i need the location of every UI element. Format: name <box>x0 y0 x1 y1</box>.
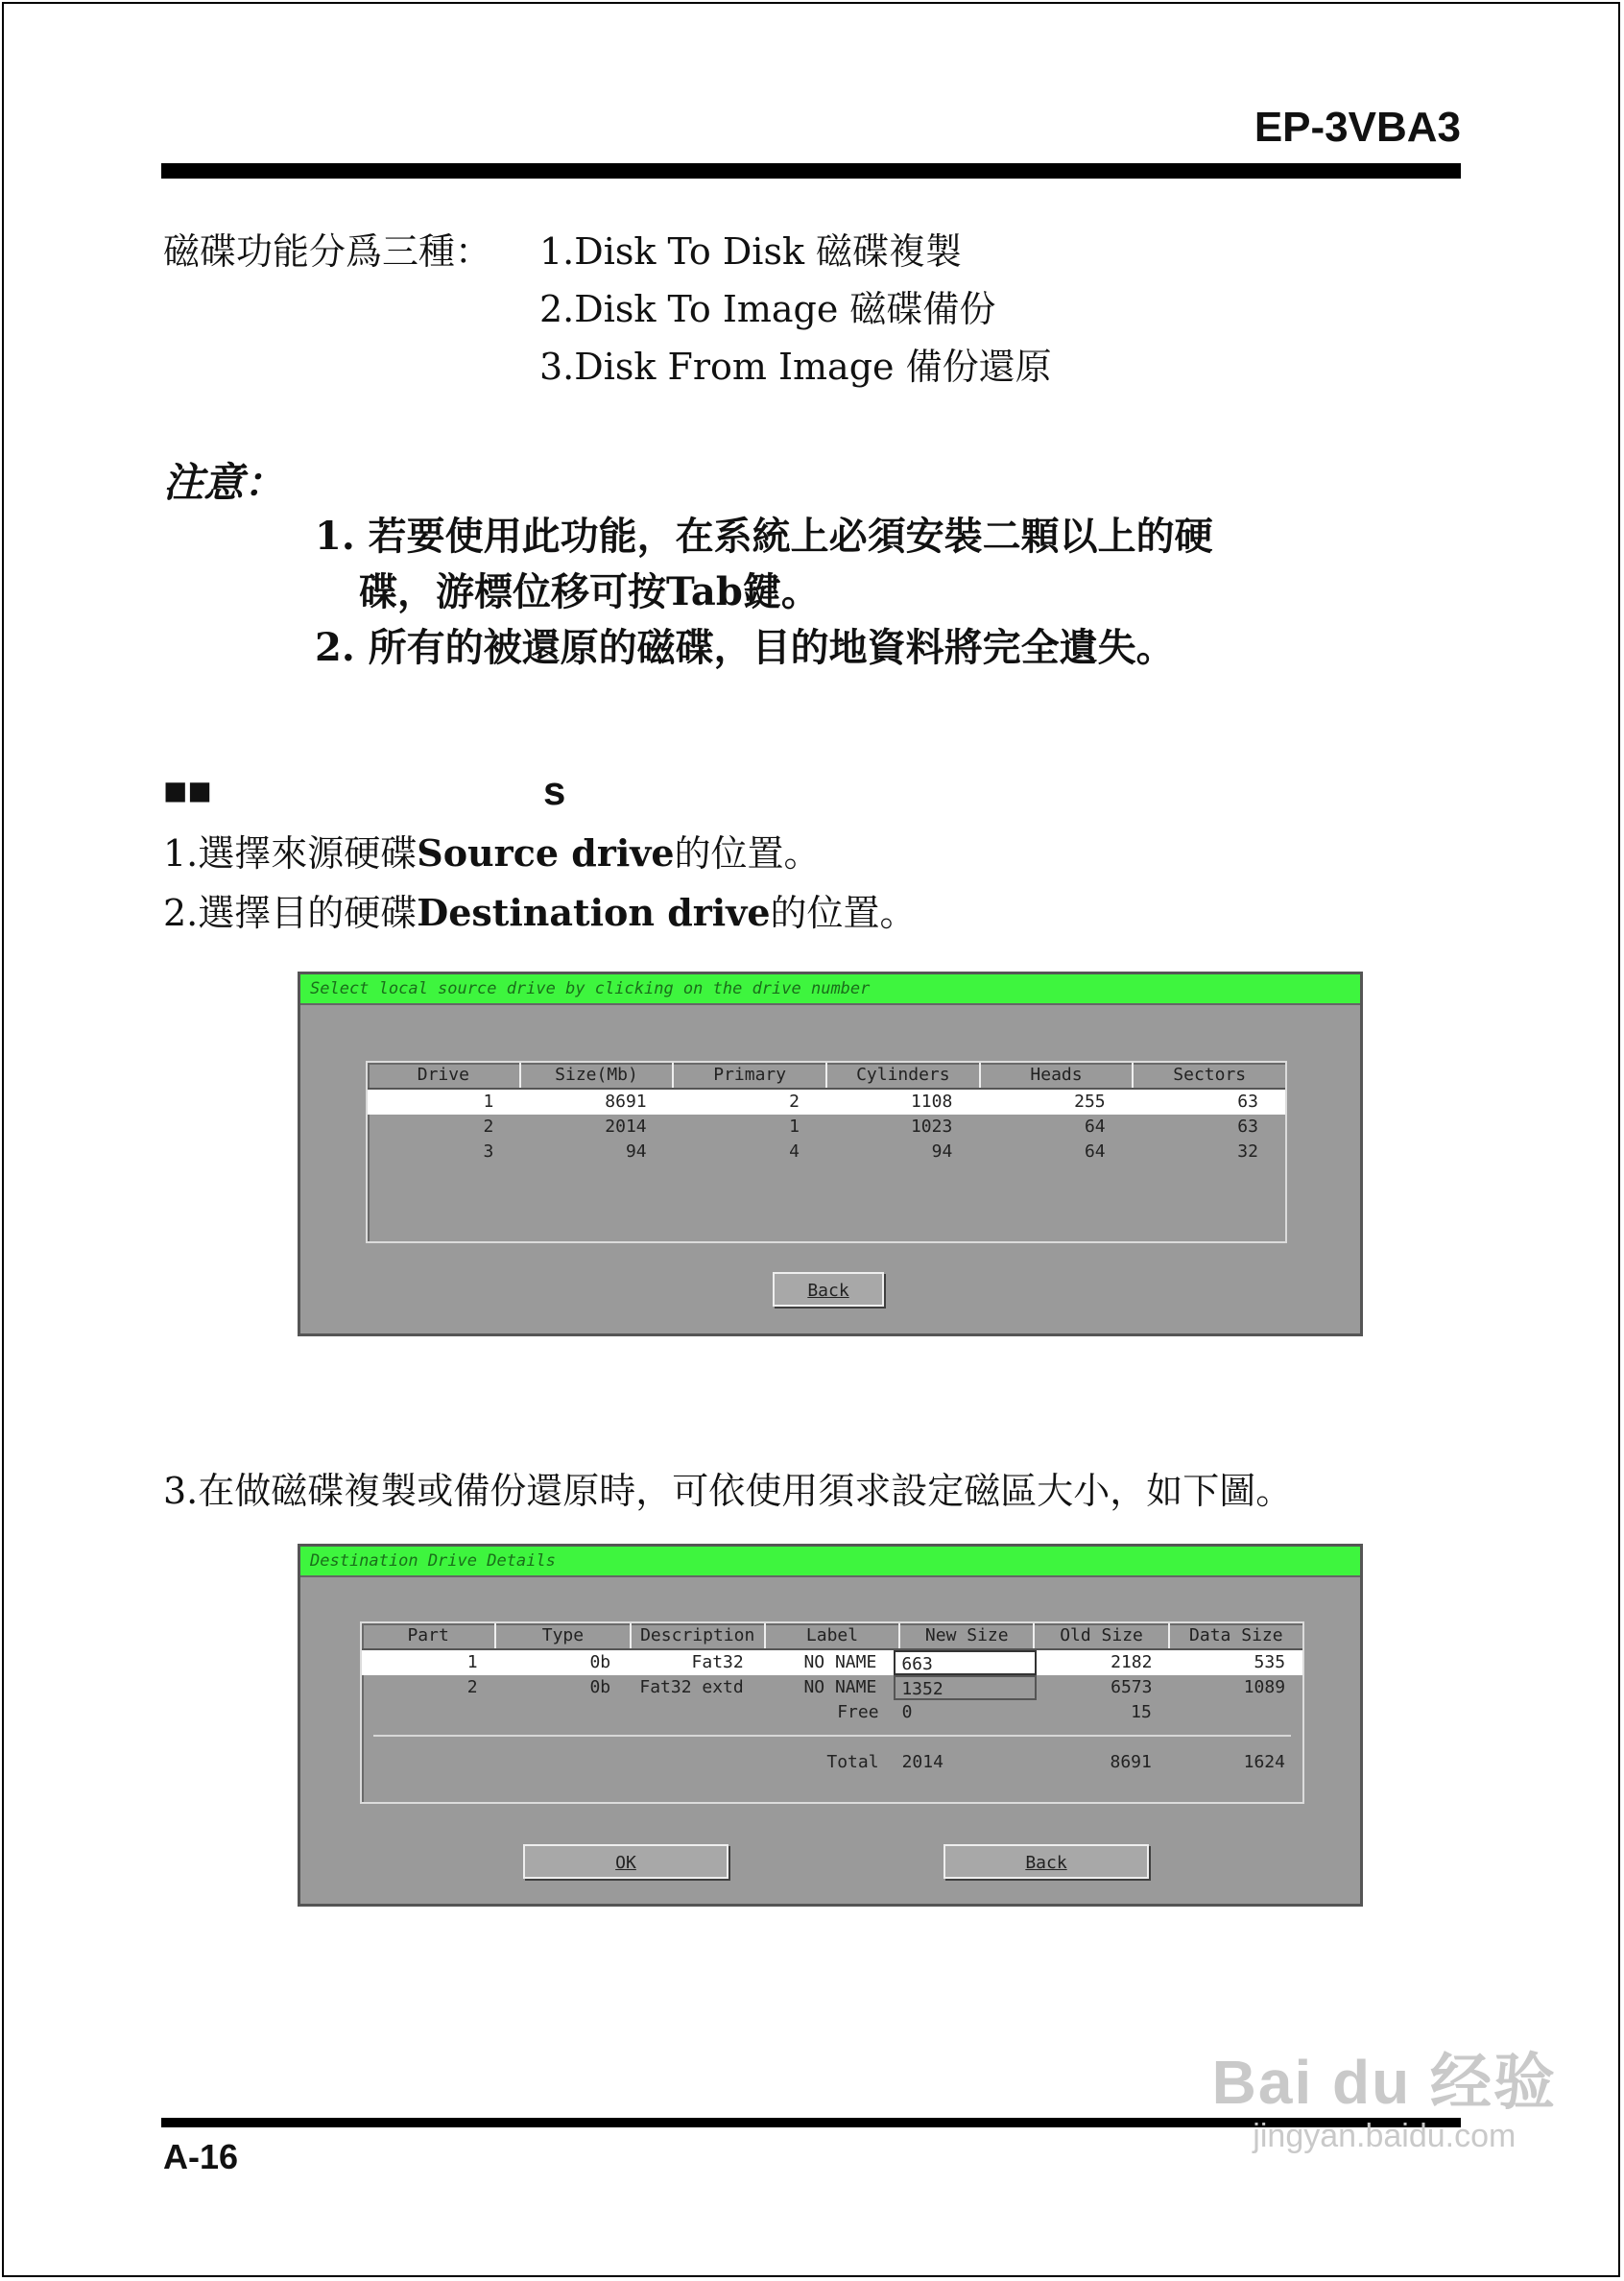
column-header: Cylinders <box>827 1063 981 1088</box>
column-header: New Size <box>900 1623 1035 1648</box>
section-heading <box>163 768 566 814</box>
partition-table <box>360 1621 1304 1804</box>
back-button[interactable]: Back <box>943 1844 1149 1879</box>
note-list <box>315 509 1213 676</box>
note-item-continued: 碟，游標位移可按Tab鍵。 <box>359 569 820 614</box>
intro-item: 1.Disk To Disk 磁碟複製 <box>539 230 963 273</box>
table-row[interactable]: 1 0b Fat32 NO NAME 663 2182 535 <box>362 1650 1302 1675</box>
intro-item: 2.Disk To Image 磁碟備份 <box>539 288 996 330</box>
table-header <box>368 1063 1285 1090</box>
watermark-url: jingyan.baidu.com <box>1253 2118 1517 2154</box>
ok-button[interactable]: OK <box>523 1844 728 1879</box>
dialog-title: Select local source drive by clicking on the drive number <box>300 974 1360 1005</box>
column-header: Type <box>496 1623 631 1648</box>
column-header: Size(Mb) <box>521 1063 675 1088</box>
column-header: Label <box>766 1623 900 1648</box>
header-rule <box>161 163 1461 179</box>
free-row: Free 0 15 <box>837 1702 1152 1722</box>
column-header: Part <box>362 1623 496 1648</box>
step-list <box>163 824 917 943</box>
column-header: Heads <box>981 1063 1134 1088</box>
intro-item: 3.Disk From Image 備份還原 <box>539 346 1052 388</box>
column-header: Old Size <box>1035 1623 1169 1648</box>
total-row: Total 2014 8691 1624 <box>826 1752 1285 1772</box>
note-heading: 注意： <box>163 459 285 506</box>
column-header: Sectors <box>1173 1065 1247 1085</box>
table-row[interactable]: 2 2014 1 1023 64 63 <box>483 1116 1258 1137</box>
step-item: 2.選擇目的硬碟Destination drive的位置。 <box>163 891 917 934</box>
section-heading-text: ■■ <box>163 768 212 813</box>
table-row[interactable]: 2 0b Fat32 extd NO NAME 1352 6573 1089 <box>466 1677 1286 1699</box>
back-button[interactable]: Back <box>773 1272 884 1307</box>
dialog-title: Destination Drive Details <box>300 1547 1360 1577</box>
intro-block <box>163 223 1052 396</box>
table-row[interactable]: 1 8691 2 1108 255 63 <box>368 1090 1285 1115</box>
table-divider <box>373 1735 1291 1737</box>
note-item: 2. 所有的被還原的磁碟，目的地資料將完全遺失。 <box>315 625 1175 670</box>
table-header <box>362 1623 1302 1650</box>
section-heading-tail: s <box>543 768 566 813</box>
source-drive-dialog <box>298 972 1363 1336</box>
baidu-watermark <box>1212 2033 1557 2155</box>
new-size-input[interactable]: 663 <box>894 1650 1037 1675</box>
page-number: A-16 <box>163 2137 239 2176</box>
column-header: Description <box>632 1623 766 1648</box>
note-item: 1. 若要使用此功能，在系統上必須安裝二顆以上的硬 <box>315 514 1213 559</box>
column-header: Drive <box>368 1063 521 1088</box>
watermark-logo: Bai du 经验 <box>1211 2048 1557 2117</box>
step-item: 3.在做磁碟複製或備份還原時，可依使用須求設定磁區大小，如下圖。 <box>163 1470 1293 1512</box>
destination-drive-dialog <box>298 1544 1363 1907</box>
step-item: 1.選擇來源硬碟Source drive的位置。 <box>163 831 821 875</box>
intro-lead: 磁碟功能分爲三種： <box>163 230 492 273</box>
drive-table <box>366 1061 1287 1243</box>
column-header: Primary <box>674 1063 827 1088</box>
new-size-input[interactable]: 1352 <box>894 1675 1037 1700</box>
column-header: Data Size <box>1189 1625 1283 1645</box>
model-name: EP-3VBA3 <box>1254 104 1461 151</box>
table-row[interactable]: 3 94 4 94 64 32 <box>483 1141 1258 1162</box>
